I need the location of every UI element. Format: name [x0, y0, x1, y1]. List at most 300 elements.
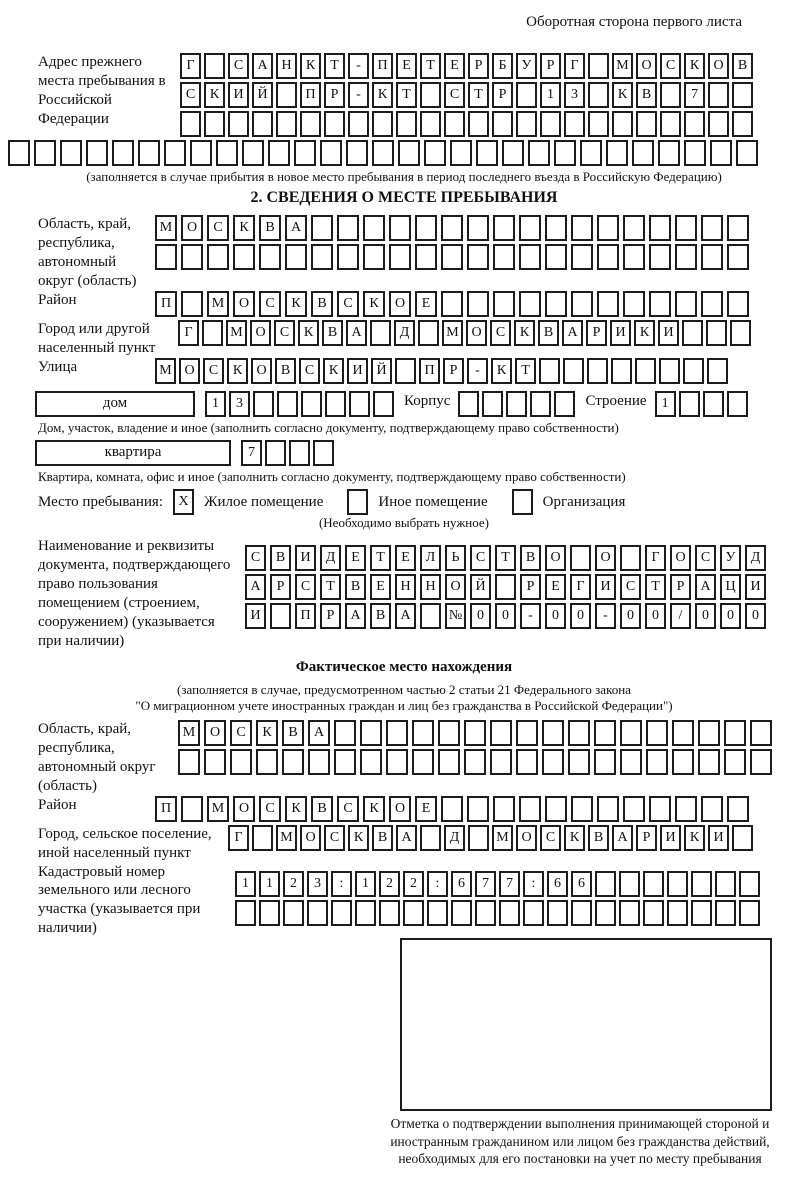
- char-cell[interactable]: П: [419, 358, 440, 384]
- char-cell[interactable]: [190, 140, 212, 166]
- char-cell[interactable]: 3: [564, 82, 585, 108]
- char-cell[interactable]: [467, 244, 489, 270]
- char-cell[interactable]: [493, 215, 515, 241]
- char-cell[interactable]: [289, 440, 310, 466]
- char-cell[interactable]: [682, 320, 703, 346]
- char-cell[interactable]: С: [299, 358, 320, 384]
- char-cell[interactable]: [506, 391, 527, 417]
- char-cell[interactable]: [311, 244, 333, 270]
- char-cell[interactable]: [597, 291, 619, 317]
- char-cell[interactable]: [276, 111, 297, 137]
- char-cell[interactable]: [202, 320, 223, 346]
- char-cell[interactable]: Д: [320, 545, 341, 571]
- char-cell[interactable]: [701, 291, 723, 317]
- char-cell[interactable]: [372, 140, 394, 166]
- char-cell[interactable]: В: [732, 53, 753, 79]
- char-cell[interactable]: С: [620, 574, 641, 600]
- char-cell[interactable]: [667, 871, 688, 897]
- char-cell[interactable]: Е: [395, 545, 416, 571]
- char-cell[interactable]: [389, 215, 411, 241]
- char-cell[interactable]: И: [295, 545, 316, 571]
- char-cell[interactable]: [727, 291, 749, 317]
- char-cell[interactable]: [530, 391, 551, 417]
- char-cell[interactable]: [370, 320, 391, 346]
- char-cell[interactable]: [313, 440, 334, 466]
- char-cell[interactable]: [216, 140, 238, 166]
- char-cell[interactable]: О: [233, 291, 255, 317]
- char-cell[interactable]: Г: [228, 825, 249, 851]
- char-cell[interactable]: [34, 140, 56, 166]
- char-cell[interactable]: К: [684, 825, 705, 851]
- char-cell[interactable]: [727, 796, 749, 822]
- char-cell[interactable]: [181, 796, 203, 822]
- char-cell[interactable]: Е: [370, 574, 391, 600]
- char-cell[interactable]: -: [467, 358, 488, 384]
- char-cell[interactable]: П: [295, 603, 316, 629]
- char-cell[interactable]: Р: [586, 320, 607, 346]
- char-cell[interactable]: Й: [252, 82, 273, 108]
- char-cell[interactable]: [623, 244, 645, 270]
- char-cell[interactable]: [441, 291, 463, 317]
- char-cell[interactable]: А: [562, 320, 583, 346]
- char-cell[interactable]: С: [490, 320, 511, 346]
- char-cell[interactable]: [594, 720, 616, 746]
- char-cell[interactable]: Р: [443, 358, 464, 384]
- char-cell[interactable]: Е: [345, 545, 366, 571]
- char-cell[interactable]: О: [250, 320, 271, 346]
- char-cell[interactable]: [256, 749, 278, 775]
- char-cell[interactable]: [415, 244, 437, 270]
- char-cell[interactable]: [420, 825, 441, 851]
- char-cell[interactable]: И: [745, 574, 766, 600]
- char-cell[interactable]: [337, 244, 359, 270]
- char-cell[interactable]: О: [251, 358, 272, 384]
- char-cell[interactable]: [325, 391, 346, 417]
- char-cell[interactable]: [597, 796, 619, 822]
- char-cell[interactable]: [736, 140, 758, 166]
- char-cell[interactable]: [658, 140, 680, 166]
- char-cell[interactable]: [493, 796, 515, 822]
- char-cell[interactable]: С: [324, 825, 345, 851]
- char-cell[interactable]: В: [345, 574, 366, 600]
- char-cell[interactable]: С: [444, 82, 465, 108]
- char-cell[interactable]: [708, 82, 729, 108]
- char-cell[interactable]: [242, 140, 264, 166]
- char-cell[interactable]: [458, 391, 479, 417]
- char-cell[interactable]: Д: [444, 825, 465, 851]
- char-cell[interactable]: [60, 140, 82, 166]
- char-cell[interactable]: [623, 796, 645, 822]
- char-cell[interactable]: [623, 215, 645, 241]
- char-cell[interactable]: К: [300, 53, 321, 79]
- char-cell[interactable]: [499, 900, 520, 926]
- char-cell[interactable]: М: [612, 53, 633, 79]
- char-cell[interactable]: С: [230, 720, 252, 746]
- char-cell[interactable]: Т: [515, 358, 536, 384]
- char-cell[interactable]: 0: [745, 603, 766, 629]
- char-cell[interactable]: [710, 140, 732, 166]
- char-cell[interactable]: [349, 391, 370, 417]
- char-cell[interactable]: [441, 796, 463, 822]
- char-cell[interactable]: [571, 796, 593, 822]
- char-cell[interactable]: Ц: [720, 574, 741, 600]
- char-cell[interactable]: И: [595, 574, 616, 600]
- char-cell[interactable]: С: [660, 53, 681, 79]
- char-cell[interactable]: С: [295, 574, 316, 600]
- char-cell[interactable]: [311, 215, 333, 241]
- char-cell[interactable]: А: [245, 574, 266, 600]
- char-cell[interactable]: [643, 900, 664, 926]
- char-cell[interactable]: [441, 244, 463, 270]
- char-cell[interactable]: 1: [655, 391, 676, 417]
- char-cell[interactable]: [539, 358, 560, 384]
- char-cell[interactable]: [571, 215, 593, 241]
- char-cell[interactable]: [542, 720, 564, 746]
- char-cell[interactable]: [233, 244, 255, 270]
- char-cell[interactable]: С: [470, 545, 491, 571]
- char-cell[interactable]: [667, 900, 688, 926]
- char-cell[interactable]: К: [233, 215, 255, 241]
- char-cell[interactable]: [519, 796, 541, 822]
- char-cell[interactable]: [235, 900, 256, 926]
- char-cell[interactable]: [672, 720, 694, 746]
- char-cell[interactable]: М: [155, 358, 176, 384]
- char-cell[interactable]: К: [684, 53, 705, 79]
- char-cell[interactable]: [418, 320, 439, 346]
- char-cell[interactable]: [252, 111, 273, 137]
- char-cell[interactable]: 6: [451, 871, 472, 897]
- char-cell[interactable]: [270, 603, 291, 629]
- char-cell[interactable]: [571, 291, 593, 317]
- char-cell[interactable]: [571, 244, 593, 270]
- char-cell[interactable]: [389, 244, 411, 270]
- char-cell[interactable]: [450, 140, 472, 166]
- char-cell[interactable]: 1: [205, 391, 226, 417]
- char-cell[interactable]: П: [300, 82, 321, 108]
- char-cell[interactable]: [379, 900, 400, 926]
- char-cell[interactable]: В: [520, 545, 541, 571]
- char-cell[interactable]: [571, 900, 592, 926]
- char-cell[interactable]: [620, 720, 642, 746]
- char-cell[interactable]: -: [520, 603, 541, 629]
- char-cell[interactable]: [547, 900, 568, 926]
- char-cell[interactable]: 1: [235, 871, 256, 897]
- char-cell[interactable]: [660, 111, 681, 137]
- char-cell[interactable]: [715, 871, 736, 897]
- char-cell[interactable]: [545, 291, 567, 317]
- char-cell[interactable]: [493, 291, 515, 317]
- char-cell[interactable]: [424, 140, 446, 166]
- char-cell[interactable]: О: [708, 53, 729, 79]
- char-cell[interactable]: Н: [276, 53, 297, 79]
- char-cell[interactable]: [412, 720, 434, 746]
- char-cell[interactable]: [372, 111, 393, 137]
- char-cell[interactable]: [451, 900, 472, 926]
- char-cell[interactable]: [164, 140, 186, 166]
- char-cell[interactable]: В: [270, 545, 291, 571]
- char-cell[interactable]: В: [538, 320, 559, 346]
- char-cell[interactable]: 1: [355, 871, 376, 897]
- char-cell[interactable]: [420, 82, 441, 108]
- char-cell[interactable]: [259, 244, 281, 270]
- char-cell[interactable]: [253, 391, 274, 417]
- char-cell[interactable]: [386, 749, 408, 775]
- char-cell[interactable]: [355, 900, 376, 926]
- char-cell[interactable]: [230, 749, 252, 775]
- char-cell[interactable]: Т: [324, 53, 345, 79]
- char-cell[interactable]: А: [346, 320, 367, 346]
- char-cell[interactable]: [523, 900, 544, 926]
- char-cell[interactable]: [597, 215, 619, 241]
- char-cell[interactable]: [739, 871, 760, 897]
- char-cell[interactable]: Г: [570, 574, 591, 600]
- char-cell[interactable]: [597, 244, 619, 270]
- char-cell[interactable]: К: [285, 291, 307, 317]
- char-cell[interactable]: Е: [415, 291, 437, 317]
- char-cell[interactable]: С: [259, 796, 281, 822]
- char-cell[interactable]: [588, 53, 609, 79]
- char-cell[interactable]: [750, 720, 772, 746]
- char-cell[interactable]: [420, 603, 441, 629]
- char-cell[interactable]: [320, 140, 342, 166]
- char-cell[interactable]: А: [252, 53, 273, 79]
- char-cell[interactable]: [636, 111, 657, 137]
- char-cell[interactable]: [684, 140, 706, 166]
- char-cell[interactable]: 7: [475, 871, 496, 897]
- char-cell[interactable]: 0: [695, 603, 716, 629]
- char-cell[interactable]: [386, 720, 408, 746]
- char-cell[interactable]: А: [396, 825, 417, 851]
- char-cell[interactable]: [334, 720, 356, 746]
- char-cell[interactable]: [620, 749, 642, 775]
- char-cell[interactable]: [649, 244, 671, 270]
- char-cell[interactable]: [750, 749, 772, 775]
- char-cell[interactable]: [659, 358, 680, 384]
- char-cell[interactable]: [438, 720, 460, 746]
- char-cell[interactable]: [181, 244, 203, 270]
- char-cell[interactable]: [606, 140, 628, 166]
- char-cell[interactable]: О: [545, 545, 566, 571]
- char-cell[interactable]: 1: [540, 82, 561, 108]
- char-cell[interactable]: [283, 900, 304, 926]
- char-cell[interactable]: С: [540, 825, 561, 851]
- char-cell[interactable]: Е: [545, 574, 566, 600]
- char-cell[interactable]: [715, 900, 736, 926]
- char-cell[interactable]: Т: [420, 53, 441, 79]
- char-cell[interactable]: Ь: [445, 545, 466, 571]
- char-cell[interactable]: И: [610, 320, 631, 346]
- char-cell[interactable]: [595, 900, 616, 926]
- char-cell[interactable]: [703, 391, 724, 417]
- char-cell[interactable]: [675, 215, 697, 241]
- char-cell[interactable]: [492, 111, 513, 137]
- char-cell[interactable]: [727, 215, 749, 241]
- char-cell[interactable]: [691, 900, 712, 926]
- char-cell[interactable]: О: [595, 545, 616, 571]
- char-cell[interactable]: :: [427, 871, 448, 897]
- char-cell[interactable]: К: [285, 796, 307, 822]
- char-cell[interactable]: А: [612, 825, 633, 851]
- char-cell[interactable]: [438, 749, 460, 775]
- char-cell[interactable]: [701, 244, 723, 270]
- char-cell[interactable]: 3: [307, 871, 328, 897]
- char-cell[interactable]: Р: [540, 53, 561, 79]
- char-cell[interactable]: М: [155, 215, 177, 241]
- char-cell[interactable]: М: [442, 320, 463, 346]
- char-cell[interactable]: [282, 749, 304, 775]
- char-cell[interactable]: [580, 140, 602, 166]
- char-cell[interactable]: Д: [745, 545, 766, 571]
- char-cell[interactable]: О: [636, 53, 657, 79]
- char-cell[interactable]: Й: [371, 358, 392, 384]
- char-cell[interactable]: [724, 749, 746, 775]
- checkbox-zhiloe[interactable]: X: [173, 489, 194, 515]
- char-cell[interactable]: [467, 291, 489, 317]
- char-cell[interactable]: В: [372, 825, 393, 851]
- char-cell[interactable]: С: [695, 545, 716, 571]
- char-cell[interactable]: Р: [468, 53, 489, 79]
- char-cell[interactable]: [675, 796, 697, 822]
- char-cell[interactable]: К: [491, 358, 512, 384]
- char-cell[interactable]: Л: [420, 545, 441, 571]
- char-cell[interactable]: [294, 140, 316, 166]
- char-cell[interactable]: [568, 749, 590, 775]
- char-cell[interactable]: [420, 111, 441, 137]
- char-cell[interactable]: [554, 140, 576, 166]
- char-cell[interactable]: [568, 720, 590, 746]
- char-cell[interactable]: 2: [379, 871, 400, 897]
- char-cell[interactable]: 6: [547, 871, 568, 897]
- char-cell[interactable]: О: [389, 796, 411, 822]
- char-cell[interactable]: Т: [396, 82, 417, 108]
- char-cell[interactable]: [178, 749, 200, 775]
- char-cell[interactable]: И: [347, 358, 368, 384]
- char-cell[interactable]: [415, 215, 437, 241]
- char-cell[interactable]: А: [345, 603, 366, 629]
- char-cell[interactable]: У: [720, 545, 741, 571]
- char-cell[interactable]: Т: [370, 545, 391, 571]
- char-cell[interactable]: [739, 900, 760, 926]
- char-cell[interactable]: Р: [324, 82, 345, 108]
- char-cell[interactable]: О: [300, 825, 321, 851]
- char-cell[interactable]: [516, 111, 537, 137]
- char-cell[interactable]: 7: [499, 871, 520, 897]
- char-cell[interactable]: 2: [403, 871, 424, 897]
- char-cell[interactable]: М: [226, 320, 247, 346]
- char-cell[interactable]: [619, 871, 640, 897]
- char-cell[interactable]: [268, 140, 290, 166]
- char-cell[interactable]: О: [233, 796, 255, 822]
- char-cell[interactable]: С: [274, 320, 295, 346]
- char-cell[interactable]: [727, 391, 748, 417]
- char-cell[interactable]: Г: [645, 545, 666, 571]
- char-cell[interactable]: [155, 244, 177, 270]
- char-cell[interactable]: [464, 749, 486, 775]
- char-cell[interactable]: [204, 111, 225, 137]
- char-cell[interactable]: 6: [571, 871, 592, 897]
- char-cell[interactable]: К: [564, 825, 585, 851]
- char-cell[interactable]: В: [370, 603, 391, 629]
- char-cell[interactable]: [545, 796, 567, 822]
- char-cell[interactable]: И: [660, 825, 681, 851]
- char-cell[interactable]: П: [155, 291, 177, 317]
- char-cell[interactable]: [528, 140, 550, 166]
- char-cell[interactable]: [611, 358, 632, 384]
- char-cell[interactable]: Г: [564, 53, 585, 79]
- char-cell[interactable]: С: [245, 545, 266, 571]
- char-cell[interactable]: [467, 796, 489, 822]
- char-cell[interactable]: [112, 140, 134, 166]
- char-cell[interactable]: [285, 244, 307, 270]
- char-cell[interactable]: О: [389, 291, 411, 317]
- char-cell[interactable]: Т: [320, 574, 341, 600]
- char-cell[interactable]: О: [204, 720, 226, 746]
- char-cell[interactable]: Т: [495, 545, 516, 571]
- char-cell[interactable]: [467, 215, 489, 241]
- char-cell[interactable]: [482, 391, 503, 417]
- char-cell[interactable]: [619, 900, 640, 926]
- char-cell[interactable]: И: [658, 320, 679, 346]
- char-cell[interactable]: [612, 111, 633, 137]
- char-cell[interactable]: [395, 358, 416, 384]
- char-cell[interactable]: [698, 720, 720, 746]
- char-cell[interactable]: К: [514, 320, 535, 346]
- char-cell[interactable]: [649, 215, 671, 241]
- char-cell[interactable]: 7: [241, 440, 262, 466]
- char-cell[interactable]: [464, 720, 486, 746]
- char-cell[interactable]: [324, 111, 345, 137]
- char-cell[interactable]: [331, 900, 352, 926]
- char-cell[interactable]: [360, 749, 382, 775]
- char-cell[interactable]: [727, 244, 749, 270]
- char-cell[interactable]: -: [348, 82, 369, 108]
- char-cell[interactable]: Г: [180, 53, 201, 79]
- char-cell[interactable]: [363, 244, 385, 270]
- char-cell[interactable]: [701, 215, 723, 241]
- char-cell[interactable]: [277, 391, 298, 417]
- char-cell[interactable]: Р: [492, 82, 513, 108]
- char-cell[interactable]: [595, 871, 616, 897]
- char-cell[interactable]: К: [363, 796, 385, 822]
- char-cell[interactable]: 7: [684, 82, 705, 108]
- char-cell[interactable]: У: [516, 53, 537, 79]
- char-cell[interactable]: С: [180, 82, 201, 108]
- char-cell[interactable]: [346, 140, 368, 166]
- char-cell[interactable]: [563, 358, 584, 384]
- char-cell[interactable]: [545, 244, 567, 270]
- char-cell[interactable]: К: [348, 825, 369, 851]
- char-cell[interactable]: В: [636, 82, 657, 108]
- char-cell[interactable]: М: [492, 825, 513, 851]
- char-cell[interactable]: В: [259, 215, 281, 241]
- char-cell[interactable]: [516, 749, 538, 775]
- char-cell[interactable]: М: [207, 291, 229, 317]
- char-cell[interactable]: Р: [520, 574, 541, 600]
- char-cell[interactable]: [587, 358, 608, 384]
- char-cell[interactable]: М: [207, 796, 229, 822]
- char-cell[interactable]: [519, 244, 541, 270]
- char-cell[interactable]: [649, 291, 671, 317]
- char-cell[interactable]: [86, 140, 108, 166]
- char-cell[interactable]: И: [228, 82, 249, 108]
- char-cell[interactable]: А: [695, 574, 716, 600]
- char-cell[interactable]: [403, 900, 424, 926]
- char-cell[interactable]: [468, 111, 489, 137]
- char-cell[interactable]: [301, 391, 322, 417]
- char-cell[interactable]: [540, 111, 561, 137]
- char-cell[interactable]: [564, 111, 585, 137]
- char-cell[interactable]: [732, 82, 753, 108]
